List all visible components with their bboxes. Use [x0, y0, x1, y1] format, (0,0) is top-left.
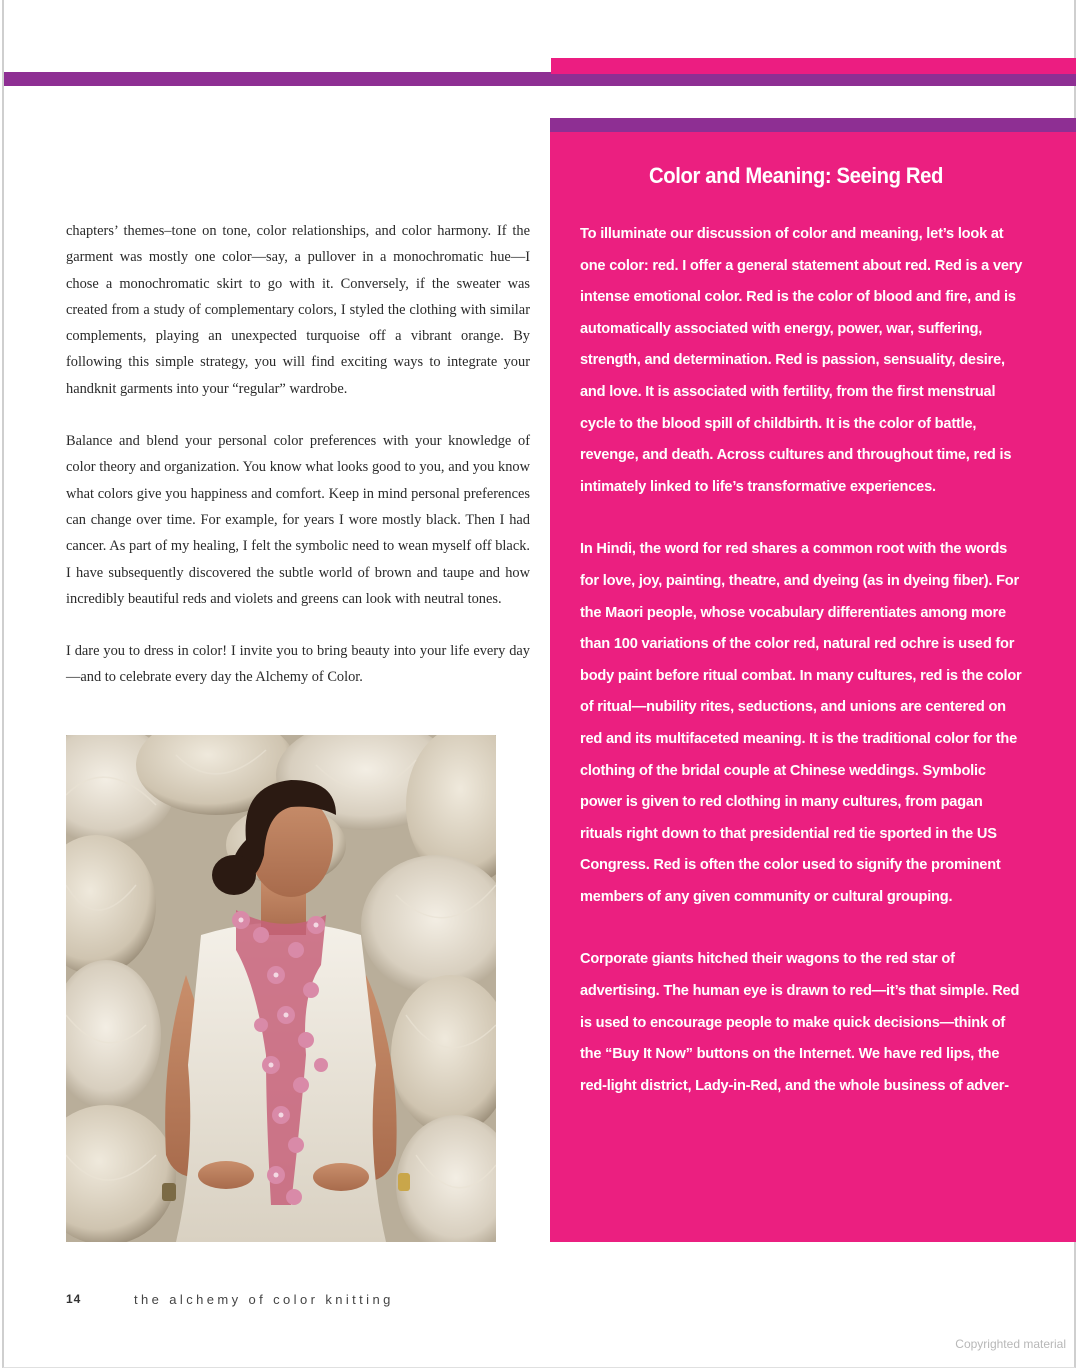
- header-pink-rule: [551, 58, 1076, 74]
- sidebar-paragraph-1: To illuminate our discussion of color and meaning, let’s look at one color: red. I offer a general statement about red. Red is a very intense emotional color. Red is the color of blood and fire, and is automatically associated with energy, power, war, suffering, strength, and determination. Red is passion, sensuality, desire, and love. It is associated with fertility, from the first menstrual cycle to the blood spill of childbirth. It is the color of battle, revenge, and death. Across cultures and throughout time, red is intimately linked to life’s transformative experiences.: [580, 226, 1023, 495]
- main-text-column: [66, 218, 530, 717]
- running-footer-title: the alchemy of color knitting: [134, 1292, 394, 1307]
- page-number: 14: [66, 1292, 82, 1306]
- sidebar-paragraph-2: In Hindi, the word for red shares a common root with the words for love, joy, painting, theatre, and dyeing (as in dyeing fiber). For the Maori people, whose vocabulary differentiates among more than 100 variations of the color red, natural red ochre is used for body paint before ritual combat. In many cultures, red is the color of ritual—nubility rites, seductions, and unions are centered on red and its multifaceted meaning. It is the traditional color for the clothing of the bridal couple at Chinese weddings. Symbolic power is given to red clothing in many cultures, from pagan rituals right down to that presidential red tie sported in the US Congress. Red is often the color used to signify the prominent members of any given community or cultural grouping.: [580, 541, 1022, 905]
- sidebar-paragraph-3: Corporate giants hitched their wagons to the red star of advertising. The human eye is drawn to red—it’s that simple. Red is used to encourage people to make quick decisions—think of the “Buy It Now” buttons on the Internet. We have red lips, the red-light district, Lady-in-Red, and the whole business of adver-: [580, 951, 1020, 1094]
- sidebar-text: [580, 219, 1026, 1133]
- body-paragraph-3: I dare you to dress in color! I invite you to bring beauty into your life every day—and to celebrate every day the Alchemy of Color.: [66, 643, 530, 686]
- header-purple-rule: [4, 72, 1076, 86]
- sidebar-purple-rule: [550, 118, 1076, 132]
- body-paragraph-1: chapters’ themes–tone on tone, color relationships, and color harmony. If the garment was mostly one color—say, a pullover in a monochromatic hue—I chose a monochromatic skirt to go with it. Conversely, if the sweater was created from a study of complementary colors, I styled the clothing with similar complements, playing an unexpected turquoise off a vibrant orange. By following this simple strategy, you will find exciting ways to integrate your handknit garments into your “regular” wardrobe.: [66, 223, 530, 397]
- copyright-watermark: Copyrighted material: [955, 1337, 1066, 1351]
- sidebar-title: Color and Meaning: Seeing Red: [648, 163, 944, 188]
- body-paragraph-2: Balance and blend your personal color preferences with your knowledge of color theory and organization. You know what looks good to you, and you know what colors give you happiness and comfort. Keep in mind personal preferences can change over time. For example, for years I wore mostly black. Then I had cancer. As part of my healing, I felt the symbolic need to wean myself off black. I have subsequently discovered the subtle world of brown and taupe and how incredibly beautiful reds and violets and greens can look with neutral tones.: [66, 433, 530, 607]
- model-photo: [66, 735, 496, 1242]
